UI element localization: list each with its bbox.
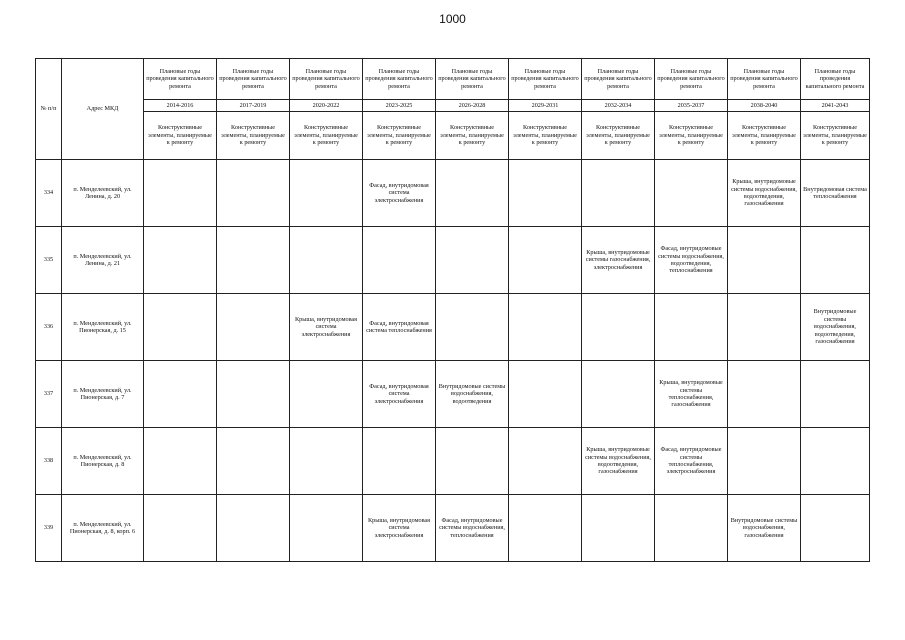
repair-elements-cell xyxy=(801,361,870,428)
row-number: 337 xyxy=(36,361,62,428)
capital-repair-schedule-table xyxy=(35,58,870,562)
elements-header: Конструктивные элементы, планируемые к ремонту xyxy=(801,112,870,160)
repair-elements-cell xyxy=(655,294,728,361)
repair-elements-cell xyxy=(509,294,582,361)
repair-elements-cell: Крыша, внутридомовые системы теплоснабжения, газоснабжения xyxy=(655,361,728,428)
elements-header: Конструктивные элементы, планируемые к ремонту xyxy=(144,112,217,160)
planned-years-header: Плановые годы проведения капитального ремонта xyxy=(582,59,655,100)
repair-elements-cell xyxy=(217,160,290,227)
row-address: п. Менделеевский, ул. Ленина, д. 21 xyxy=(62,227,144,294)
repair-elements-cell xyxy=(290,361,363,428)
period-header: 2029-2031 xyxy=(509,100,582,112)
repair-elements-cell xyxy=(801,227,870,294)
repair-elements-cell xyxy=(655,495,728,562)
period-header: 2035-2037 xyxy=(655,100,728,112)
row-number: 334 xyxy=(36,160,62,227)
repair-elements-cell xyxy=(582,160,655,227)
repair-elements-cell xyxy=(801,428,870,495)
repair-elements-cell xyxy=(144,428,217,495)
repair-elements-cell xyxy=(728,428,801,495)
repair-elements-cell xyxy=(144,227,217,294)
repair-elements-cell: Фасад, внутридомовая система электроснабжения xyxy=(363,160,436,227)
period-header: 2041-2043 xyxy=(801,100,870,112)
repair-elements-cell xyxy=(436,160,509,227)
repair-elements-cell xyxy=(509,227,582,294)
repair-elements-cell: Внутридомовая система теплоснабжения xyxy=(801,160,870,227)
repair-elements-cell: Крыша, внутридомовые системы водоснабжения, водоотведения, газоснабжения xyxy=(728,160,801,227)
repair-elements-cell xyxy=(217,294,290,361)
planned-years-header: Плановые годы проведения капитального ремонта xyxy=(436,59,509,100)
repair-elements-cell: Внутридомовые системы водоснабжения, газоснабжения xyxy=(728,495,801,562)
repair-elements-cell xyxy=(144,160,217,227)
planned-years-header: Плановые годы проведения капитального ремонта xyxy=(655,59,728,100)
repair-elements-cell xyxy=(655,160,728,227)
period-header: 2023-2025 xyxy=(363,100,436,112)
repair-elements-cell xyxy=(509,495,582,562)
period-header: 2020-2022 xyxy=(290,100,363,112)
repair-elements-cell: Фасад, внутридомовые системы теплоснабжения, электроснабжения xyxy=(655,428,728,495)
repair-elements-cell xyxy=(436,294,509,361)
repair-elements-cell: Крыша, внутридомовая система электроснабжения xyxy=(363,495,436,562)
repair-elements-cell xyxy=(363,227,436,294)
planned-years-header: Плановые годы проведения капитального ремонта xyxy=(363,59,436,100)
elements-header: Конструктивные элементы, планируемые к ремонту xyxy=(363,112,436,160)
table-header xyxy=(36,59,870,160)
elements-header: Конструктивные элементы, планируемые к ремонту xyxy=(728,112,801,160)
repair-elements-cell xyxy=(217,227,290,294)
period-header: 2014-2016 xyxy=(144,100,217,112)
elements-header: Конструктивные элементы, планируемые к ремонту xyxy=(436,112,509,160)
repair-elements-cell: Фасад, внутридомовая система электроснабжения xyxy=(363,361,436,428)
repair-elements-cell xyxy=(290,428,363,495)
repair-elements-cell xyxy=(144,495,217,562)
repair-elements-cell xyxy=(363,428,436,495)
period-header: 2026-2028 xyxy=(436,100,509,112)
planned-years-header: Плановые годы проведения капитального ремонта xyxy=(728,59,801,100)
planned-years-header: Плановые годы проведения капитального ремонта xyxy=(290,59,363,100)
row-number: 336 xyxy=(36,294,62,361)
period-header: 2017-2019 xyxy=(217,100,290,112)
row-address: п. Менделеевский, ул. Пионерская, д. 15 xyxy=(62,294,144,361)
repair-elements-cell xyxy=(217,428,290,495)
repair-elements-cell xyxy=(728,361,801,428)
repair-elements-cell: Фасад, внутридомовые системы водоснабжения, водоотведения, теплоснабжения xyxy=(655,227,728,294)
table-row xyxy=(36,428,870,495)
elements-header: Конструктивные элементы, планируемые к ремонту xyxy=(217,112,290,160)
row-address: п. Менделеевский, ул. Ленина, д. 20 xyxy=(62,160,144,227)
repair-elements-cell xyxy=(509,428,582,495)
num-column-header: № п/п xyxy=(36,59,62,160)
repair-elements-cell xyxy=(436,227,509,294)
repair-elements-cell xyxy=(509,160,582,227)
planned-years-header: Плановые годы проведения капитального ремонта xyxy=(509,59,582,100)
repair-elements-cell xyxy=(582,361,655,428)
address-column-header: Адрес МКД xyxy=(62,59,144,160)
repair-elements-cell xyxy=(509,361,582,428)
repair-elements-cell xyxy=(582,294,655,361)
row-number: 339 xyxy=(36,495,62,562)
repair-elements-cell: Крыша, внутридомовые системы газоснабжения, электроснабжения xyxy=(582,227,655,294)
row-address: п. Менделеевский, ул. Пионерская, д. 8, корп. 6 xyxy=(62,495,144,562)
page-number: 1000 xyxy=(439,12,466,26)
repair-elements-cell xyxy=(217,361,290,428)
table-row xyxy=(36,495,870,562)
period-header: 2032-2034 xyxy=(582,100,655,112)
repair-elements-cell xyxy=(582,495,655,562)
repair-elements-cell: Крыша, внутридомовая система электроснабжения xyxy=(290,294,363,361)
repair-elements-cell: Внутридомовые системы водоснабжения, водоотведения xyxy=(436,361,509,428)
repair-elements-cell xyxy=(144,294,217,361)
row-number: 338 xyxy=(36,428,62,495)
row-address: п. Менделеевский, ул. Пионерская, д. 8 xyxy=(62,428,144,495)
planned-years-header: Плановые годы проведения капитального ремонта xyxy=(217,59,290,100)
row-number: 335 xyxy=(36,227,62,294)
elements-header: Конструктивные элементы, планируемые к ремонту xyxy=(509,112,582,160)
row-address: п. Менделеевский, ул. Пионерская, д. 7 xyxy=(62,361,144,428)
table-row xyxy=(36,227,870,294)
repair-elements-cell xyxy=(144,361,217,428)
table-body xyxy=(36,160,870,562)
repair-elements-cell: Фасад, внутридомовые системы водоснабжения, теплоснабжения xyxy=(436,495,509,562)
repair-elements-cell: Внутридомовые системы водоснабжения, водоотведения, газоснабжения xyxy=(801,294,870,361)
repair-elements-cell xyxy=(217,495,290,562)
repair-elements-cell xyxy=(290,495,363,562)
repair-elements-cell xyxy=(290,227,363,294)
table-row xyxy=(36,361,870,428)
repair-elements-cell xyxy=(801,495,870,562)
repair-elements-cell xyxy=(728,294,801,361)
table-row xyxy=(36,160,870,227)
planned-years-header: Плановые годы проведения капитального ремонта xyxy=(144,59,217,100)
elements-header: Конструктивные элементы, планируемые к ремонту xyxy=(582,112,655,160)
table-row xyxy=(36,294,870,361)
repair-elements-cell xyxy=(436,428,509,495)
repair-elements-cell xyxy=(728,227,801,294)
planned-years-header: Плановые годы проведения капитального ремонта xyxy=(801,59,870,100)
elements-header: Конструктивные элементы, планируемые к ремонту xyxy=(290,112,363,160)
elements-header: Конструктивные элементы, планируемые к ремонту xyxy=(655,112,728,160)
repair-elements-cell xyxy=(290,160,363,227)
repair-elements-cell: Крыша, внутридомовые системы водоснабжения, водоотведения, газоснабжения xyxy=(582,428,655,495)
repair-elements-cell: Фасад, внутридомовая система теплоснабжения xyxy=(363,294,436,361)
period-header: 2038-2040 xyxy=(728,100,801,112)
